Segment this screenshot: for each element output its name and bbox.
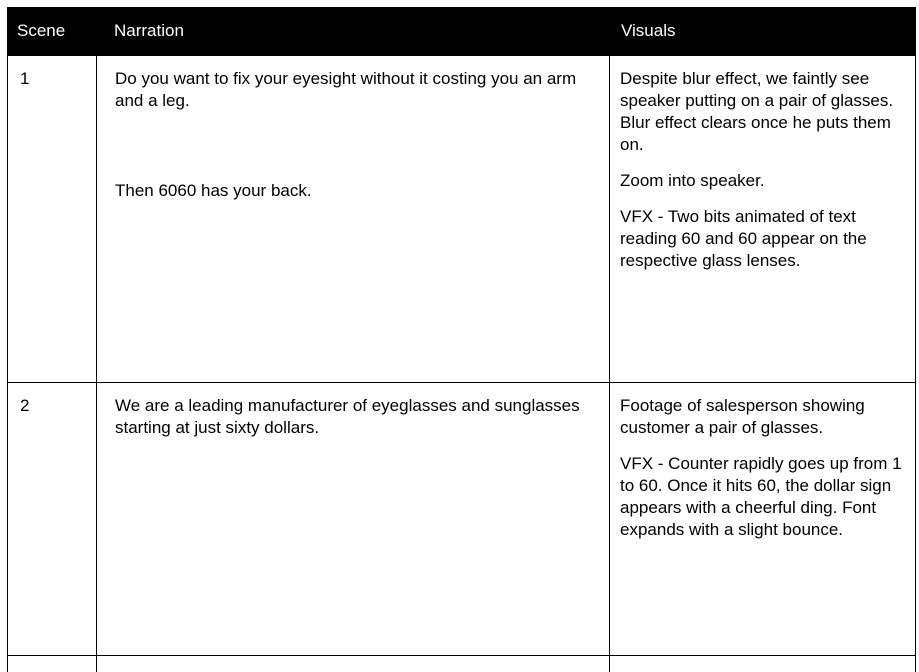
narration-cell — [96, 383, 609, 655]
visuals-line: Despite blur effect, we faintly see speaker putting on a pair of glasses. Blur effect clears once he puts them on. — [620, 69, 894, 154]
scene-number: 1 — [20, 69, 30, 88]
header-scene: Scene — [17, 21, 66, 40]
table-row-partial — [8, 656, 915, 672]
narration-line: We are a leading manufacturer of eyeglasses and sunglasses starting at just sixty dollars. — [115, 396, 580, 437]
narration-line: Do you want to fix your eyesight without it costing you an arm and a leg. — [115, 69, 577, 110]
table-row-scene-2 — [8, 383, 915, 656]
visuals-cell — [609, 383, 913, 655]
visuals-line: Zoom into speaker. — [620, 171, 765, 190]
header-visuals: Visuals — [621, 21, 676, 40]
header-narration: Narration — [114, 21, 184, 40]
visuals-line: Footage of salesperson showing customer a pair of glasses. — [620, 396, 865, 437]
narration-line: Then 6060 has your back. — [115, 181, 312, 200]
scene-number: 2 — [20, 396, 30, 415]
narration-cell — [96, 56, 609, 382]
visuals-line: VFX - Counter rapidly goes up from 1 to 60. Once it hits 60, the dollar sign appears with a cheerful ding. Font expands with a slight bounce. — [620, 454, 902, 539]
table-row-scene-1 — [8, 56, 915, 383]
visuals-line: VFX - Two bits animated of text reading 60 and 60 appear on the respective glass lenses. — [620, 207, 867, 270]
visuals-cell — [609, 56, 913, 382]
visuals-cell-empty — [609, 656, 913, 672]
narration-cell-empty — [96, 656, 609, 672]
scene-number-empty — [8, 656, 96, 672]
script-table — [7, 7, 916, 672]
table-header-row — [8, 7, 915, 56]
